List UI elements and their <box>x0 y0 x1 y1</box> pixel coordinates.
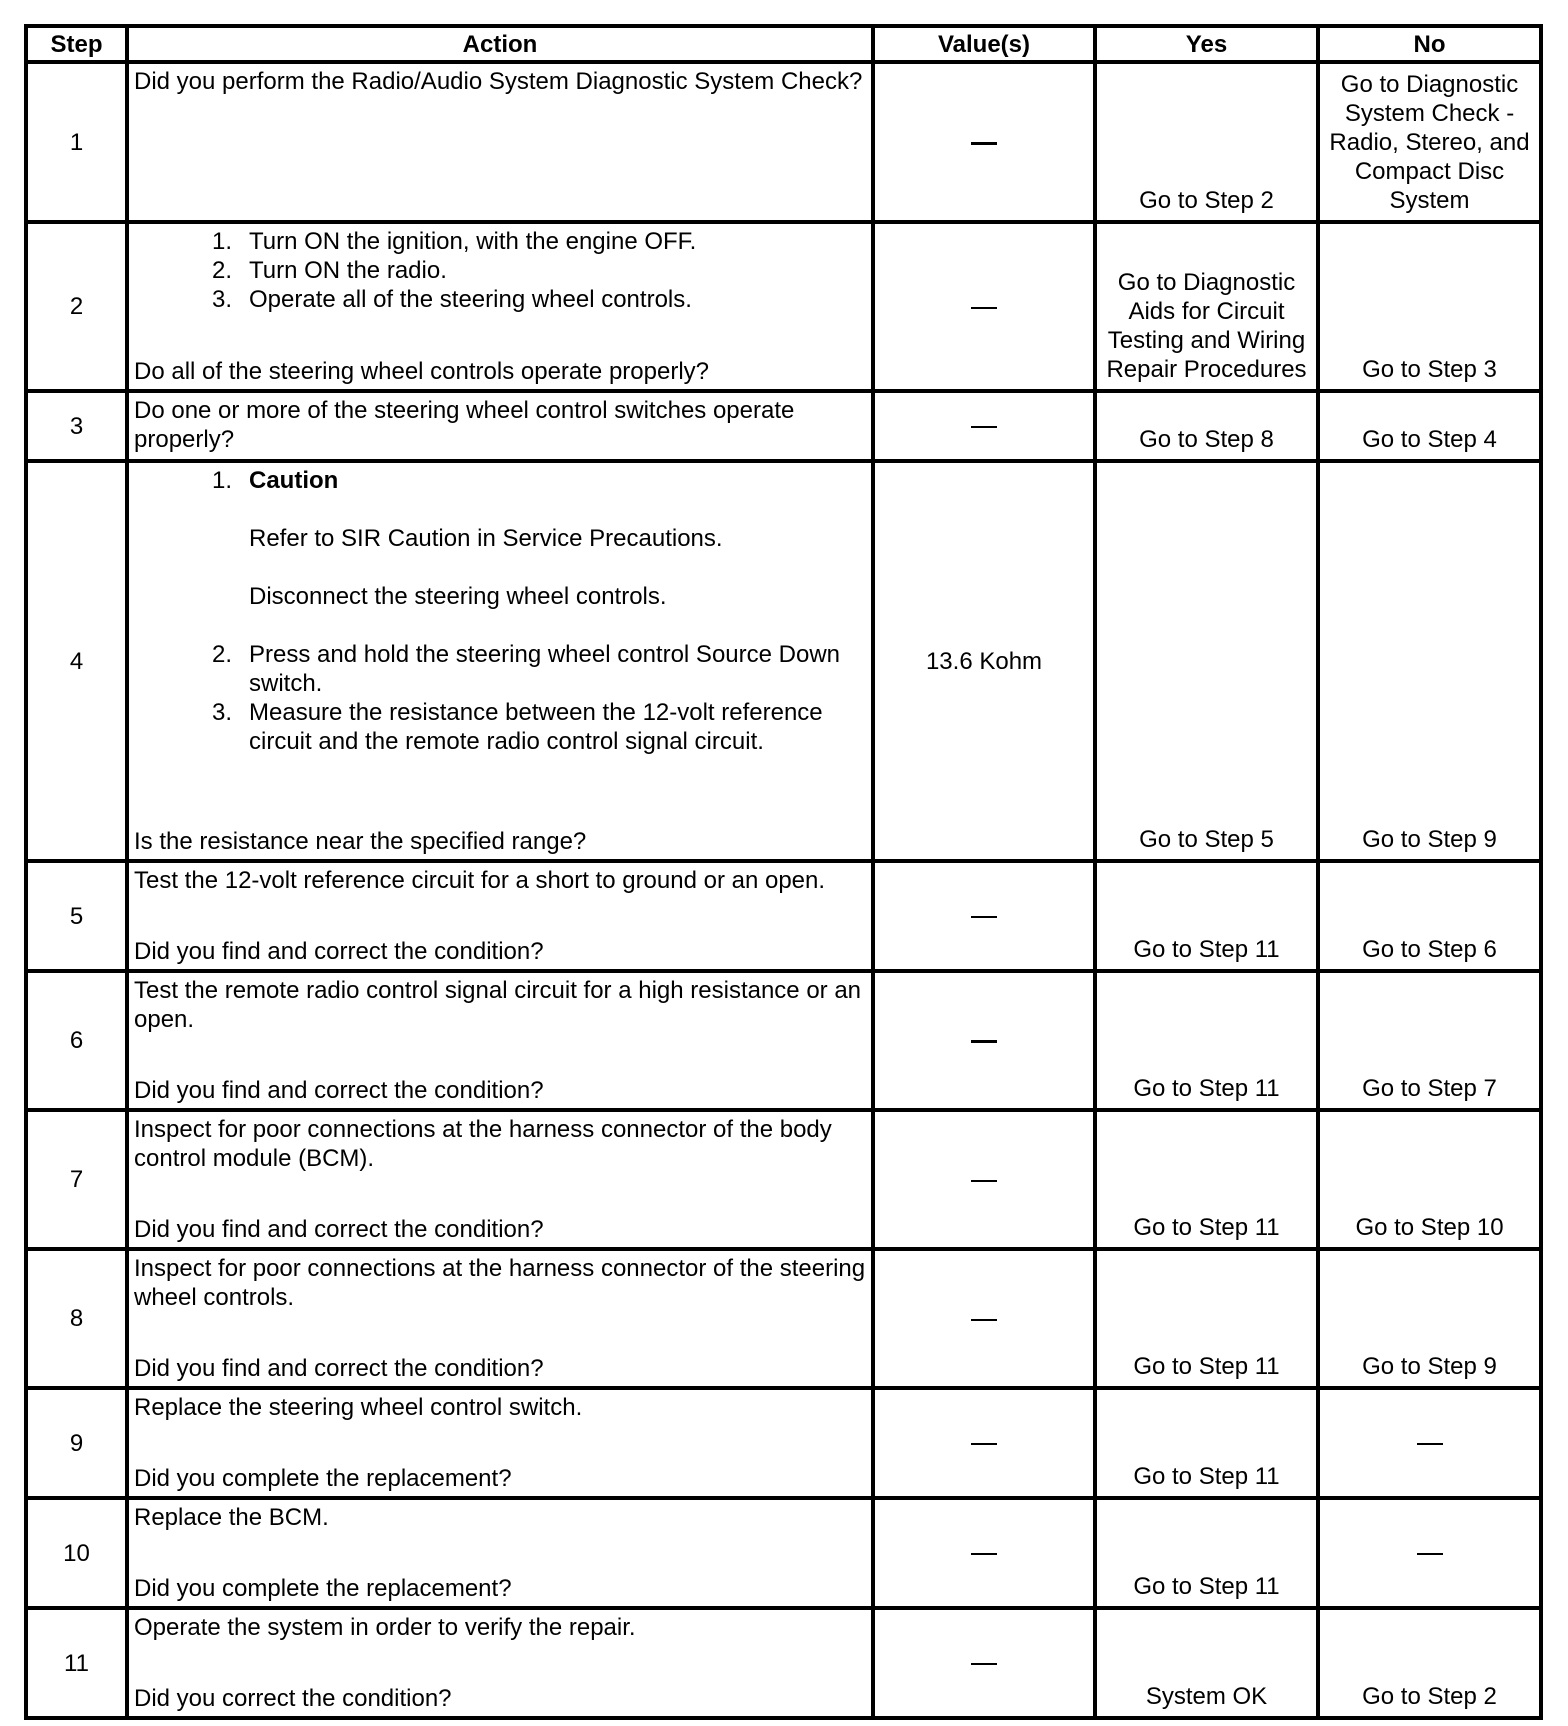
table-row <box>26 1388 1541 1498</box>
step-item-number: 1. <box>211 228 232 255</box>
step-item-text: Turn ON the ignition, with the engine OFF. <box>249 228 697 255</box>
question-text: Did you find and correct the condition? <box>134 1355 544 1382</box>
step-item-number: 2. <box>211 641 232 668</box>
no-cell: Go to Diagnostic System Check - Radio, Stereo, and Compact Disc System <box>1318 62 1541 222</box>
value-cell <box>873 1608 1095 1718</box>
no-cell: Go to Step 9 <box>1318 461 1541 861</box>
yes-cell: Go to Step 11 <box>1095 1388 1318 1498</box>
question-text: Did you correct the condition? <box>134 1685 452 1712</box>
action-text: Replace the steering wheel control switch. <box>134 1394 583 1421</box>
step-item-number: 1. <box>211 467 232 494</box>
table-row <box>26 222 1541 391</box>
value-cell <box>873 861 1095 971</box>
yes-cell: Go to Step 11 <box>1095 971 1318 1110</box>
dash-mark <box>971 1663 997 1665</box>
value-cell <box>873 1388 1095 1498</box>
value-cell: 13.6 Kohm <box>873 461 1095 861</box>
action-cell <box>127 1110 873 1249</box>
step-item-text: Measure the resistance between the 12-volt reference circuit and the remote radio control signal circuit. <box>249 699 823 755</box>
step-number: 6 <box>26 971 127 1110</box>
action-text: Test the remote radio control signal circuit for a high resistance or an open. <box>134 977 862 1033</box>
action-cell <box>127 461 873 861</box>
table-row <box>26 971 1541 1110</box>
caution-action: Disconnect the steering wheel controls. <box>249 583 667 610</box>
step-number: 10 <box>26 1498 127 1608</box>
dash-mark <box>1417 1553 1443 1555</box>
yes-cell: Go to Step 2 <box>1095 62 1318 222</box>
step-item-number: 3. <box>211 699 232 726</box>
action-cell <box>127 62 873 222</box>
dash-mark <box>971 1553 997 1555</box>
header-values: Value(s) <box>873 26 1095 62</box>
action-text: Test the 12-volt reference circuit for a short to ground or an open. <box>134 867 826 894</box>
step-item-number: 2. <box>211 257 232 284</box>
step-number: 2 <box>26 222 127 391</box>
action-cell <box>127 861 873 971</box>
action-text: Inspect for poor connections at the harness connector of the steering wheel controls. <box>134 1255 866 1311</box>
action-cell <box>127 222 873 391</box>
header-action: Action <box>127 26 873 62</box>
step-number: 11 <box>26 1608 127 1718</box>
header-step: Step <box>26 26 127 62</box>
action-text: Replace the BCM. <box>134 1504 329 1531</box>
no-cell: Go to Step 7 <box>1318 971 1541 1110</box>
step-number: 3 <box>26 391 127 461</box>
header-yes: Yes <box>1095 26 1318 62</box>
step-item-number: 3. <box>211 286 232 313</box>
no-cell: Go to Step 2 <box>1318 1608 1541 1718</box>
no-cell: Go to Step 3 <box>1318 222 1541 391</box>
action-cell <box>127 1388 873 1498</box>
step-item-text: Turn ON the radio. <box>249 257 447 284</box>
question-text: Did you complete the replacement? <box>134 1465 512 1492</box>
dash-mark <box>971 1180 997 1182</box>
action-text: Operate the system in order to verify the repair. <box>134 1614 636 1641</box>
no-cell <box>1318 1498 1541 1608</box>
action-text: Inspect for poor connections at the harness connector of the body control module (BCM). <box>134 1116 832 1172</box>
table-row <box>26 1110 1541 1249</box>
table-row <box>26 1608 1541 1718</box>
no-cell: Go to Step 6 <box>1318 861 1541 971</box>
value-cell <box>873 1110 1095 1249</box>
table-row <box>26 1498 1541 1608</box>
caution-title: Caution <box>249 467 339 494</box>
value-cell <box>873 971 1095 1110</box>
yes-cell: Go to Step 11 <box>1095 1249 1318 1388</box>
table-row <box>26 861 1541 971</box>
dash-mark <box>971 1040 997 1043</box>
no-cell: Go to Step 4 <box>1318 391 1541 461</box>
yes-cell: Go to Step 11 <box>1095 861 1318 971</box>
table-row <box>26 1249 1541 1388</box>
no-cell <box>1318 1388 1541 1498</box>
value-cell <box>873 1498 1095 1608</box>
step-item-text: Press and hold the steering wheel control Source Down switch. <box>249 641 840 697</box>
step-number: 4 <box>26 461 127 861</box>
header-row <box>26 26 1541 62</box>
question-text: Is the resistance near the specified range? <box>134 828 587 855</box>
step-number: 5 <box>26 861 127 971</box>
action-cell <box>127 1498 873 1608</box>
question-text: Do all of the steering wheel controls operate properly? <box>134 358 709 385</box>
no-cell: Go to Step 10 <box>1318 1110 1541 1249</box>
caution-text: Refer to SIR Caution in Service Precautions. <box>249 525 723 552</box>
step-number: 1 <box>26 62 127 222</box>
yes-cell: Go to Step 11 <box>1095 1110 1318 1249</box>
table-row <box>26 391 1541 461</box>
table-row <box>26 62 1541 222</box>
diagnostic-table-sheet <box>24 24 1539 1718</box>
yes-cell: Go to Step 11 <box>1095 1498 1318 1608</box>
step-number: 9 <box>26 1388 127 1498</box>
yes-cell: System OK <box>1095 1608 1318 1718</box>
diagnostic-table <box>24 24 1543 1720</box>
numbered-steps <box>134 227 868 314</box>
step-number: 8 <box>26 1249 127 1388</box>
question-text: Did you find and correct the condition? <box>134 1216 544 1243</box>
value-cell <box>873 222 1095 391</box>
step-item-text: Operate all of the steering wheel controls. <box>249 286 692 313</box>
yes-cell: Go to Step 5 <box>1095 461 1318 861</box>
value-cell <box>873 62 1095 222</box>
no-cell: Go to Step 9 <box>1318 1249 1541 1388</box>
numbered-steps <box>134 466 868 756</box>
question-text: Did you find and correct the condition? <box>134 1077 544 1104</box>
action-cell <box>127 1608 873 1718</box>
yes-cell: Go to Step 8 <box>1095 391 1318 461</box>
dash-mark <box>971 1443 997 1445</box>
dash-mark <box>971 916 997 918</box>
dash-mark <box>971 142 997 145</box>
action-text: Did you perform the Radio/Audio System Diagnostic System Check? <box>134 68 863 95</box>
action-cell <box>127 1249 873 1388</box>
value-cell <box>873 391 1095 461</box>
table-row <box>26 461 1541 861</box>
action-cell <box>127 391 873 461</box>
dash-mark <box>971 426 997 428</box>
dash-mark <box>971 1319 997 1321</box>
dash-mark <box>971 307 997 309</box>
question-text: Did you complete the replacement? <box>134 1575 512 1602</box>
value-cell <box>873 1249 1095 1388</box>
dash-mark <box>1417 1443 1443 1445</box>
header-no: No <box>1318 26 1541 62</box>
question-text: Did you find and correct the condition? <box>134 938 544 965</box>
yes-cell: Go to Diagnostic Aids for Circuit Testing and Wiring Repair Procedures <box>1095 222 1318 391</box>
step-number: 7 <box>26 1110 127 1249</box>
action-cell <box>127 971 873 1110</box>
action-text: Do one or more of the steering wheel control switches operate properly? <box>134 397 795 453</box>
